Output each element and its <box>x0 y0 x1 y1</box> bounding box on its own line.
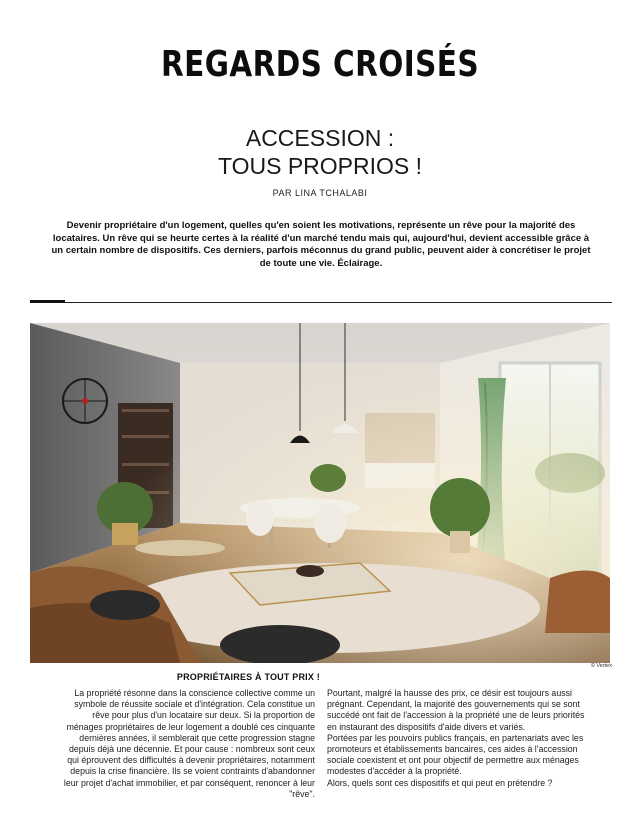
byline: PAR LINA TCHALABI <box>272 188 368 198</box>
article-lead: Devenir propriétaire d'un logement, quelles qu'en soient les motivations, représente un rêve pour la majorité des locataires. Un rêve qui se heurte certes à la réalité d'un marché tendu mais qui, aujourd'hui, devient accessible grâce à un certain nombre de dispositifs. Ces derniers, parfois méconnus du grand public, peuvent aider à concrétiser le projet de toute une vie. Éclairage. <box>51 220 591 269</box>
article-column-right <box>327 688 589 789</box>
interior-photo <box>30 323 610 663</box>
article-column-left: La propriété résonne dans la conscience collective comme un symbole de réussite sociale et d'intégration. Cela constitue un rêve pour plus d'un locataire sur deux. Si la proportion de ménages propriétaires de leur logement a doublé ces cinquante dernières années, il semblerait que cette progression stagne depuis déjà une décennie. Et pour cause : nombreux sont ceux qui éprouvent des difficultés à devenir propriétaires, notamment depuis la crise financière. Ils se voient contraints d'abandonner leur projet d'achat immobilier, et par conséquent, renoncer à leur "rêve". <box>63 688 315 799</box>
section-heading: PROPRIÉTAIRES À TOUT PRIX ! <box>176 672 320 682</box>
photo-credit: © Vertex <box>590 663 612 669</box>
headline-line-2: TOUS PROPRIOS ! <box>217 153 423 179</box>
paragraph: Portées par les pouvoirs publics français, en partenariats avec les promoteurs et établissements bancaires, ces aides à l'accession sociale coexistent et ont pour objectif de permettre aux ménages modestes d'accéder à la propriété. <box>327 732 584 777</box>
divider-accent <box>30 300 65 303</box>
living-room-illustration <box>30 323 610 663</box>
paragraph: Pourtant, malgré la hausse des prix, ce désir est toujours aussi prégnant. Cependant, la majorité des gouvernements qui se sont succédé ont fait de l'accession à la propriété une de leurs priorités en instaurant des dispositifs d'aide divers et variés. <box>327 688 585 732</box>
rubric-title: REGARDS CROISÉS <box>160 44 480 85</box>
paragraph: Alors, quels sont ces dispositifs et qui peut en prétendre ? <box>327 777 553 788</box>
headline-line-1: ACCESSION : <box>245 125 395 151</box>
article-headline <box>0 124 640 180</box>
divider-line <box>30 302 612 303</box>
